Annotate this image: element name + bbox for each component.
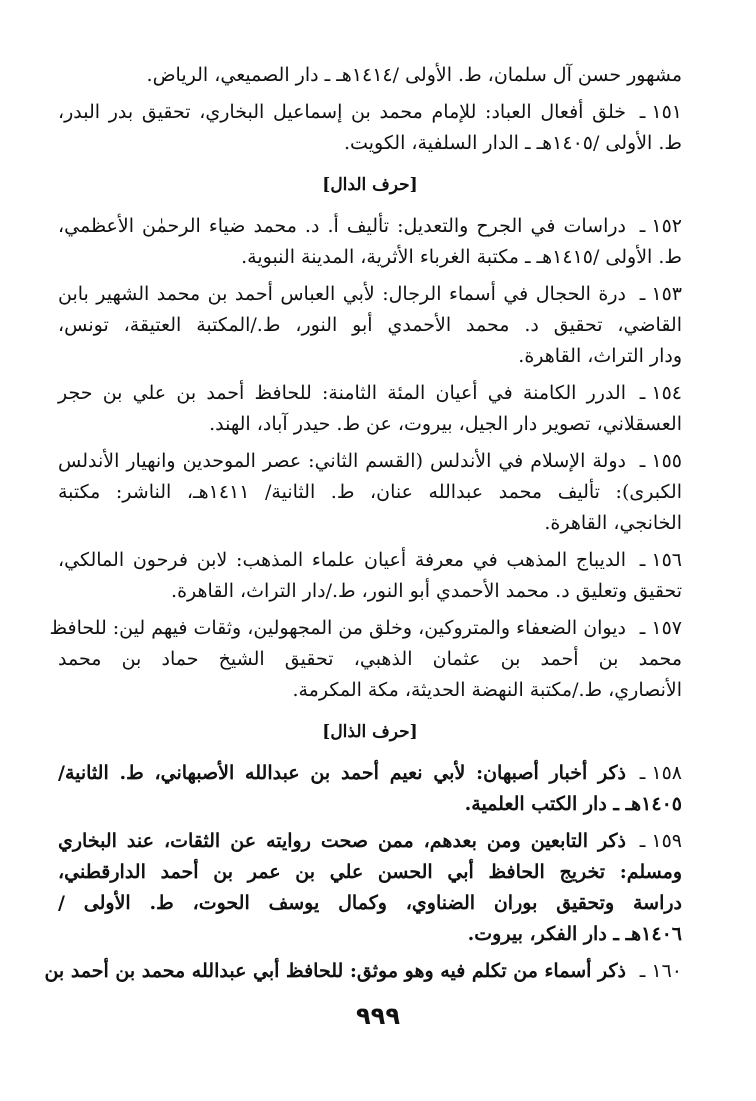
entry-line: الأنصاري، ط./مكتبة النهضة الحديثة، مكة المكرمة. bbox=[292, 679, 682, 701]
entry-line: العسقلاني، تصوير دار الجيل، بيروت، عن ط. حيدر آباد، الهند. bbox=[209, 413, 682, 435]
entry-line: ١٤٠٥هـ ـ دار الكتب العلمية. bbox=[464, 793, 682, 815]
section-heading-dhal bbox=[58, 706, 682, 758]
entry-line: ودار التراث، القاهرة. bbox=[518, 345, 682, 367]
entry-line: ذكر التابعين ومن بعدهم، ممن صحت روايته عن الثقات، عند البخاري bbox=[58, 830, 626, 852]
entry-line: الخانجي، القاهرة. bbox=[544, 512, 682, 534]
entry-line: الكبرى): تأليف محمد عبدالله عنان، ط. الثانية/ ١٤١١هـ، الناشر: مكتبة bbox=[58, 481, 683, 503]
bibliography-entry-155 bbox=[58, 446, 682, 539]
entry-line: دراسة وتحقيق بوران الضناوي، وكمال يوسف الحوت، ط. الأولى / bbox=[58, 892, 682, 914]
entry-line: ط. الأولى /١٤١٥هـ ـ مكتبة الغرباء الأثرية، المدينة النبوية. bbox=[241, 246, 682, 268]
entry-line: الديباج المذهب في معرفة أعيان علماء المذهب: لابن فرحون المالكي، bbox=[58, 549, 626, 571]
entry-line: القاضي، تحقيق د. محمد الأحمدي أبو النور، ط./المكتبة العتيقة، تونس، bbox=[58, 314, 682, 336]
bibliography-entry-152 bbox=[58, 211, 682, 273]
entry-number: ١٦٠ ـ bbox=[639, 960, 682, 982]
bibliography-entry-154 bbox=[58, 378, 682, 440]
entry-line: ديوان الضعفاء والمتروكين، وخلق من المجهولين، وثقات فيهم لين: للحافظ bbox=[49, 617, 626, 639]
entry-line: دولة الإسلام في الأندلس (القسم الثاني: عصر الموحدين وانهيار الأندلس bbox=[58, 450, 626, 472]
page-number: ٩٩٩ bbox=[356, 1002, 400, 1030]
bibliography-entry-160 bbox=[44, 956, 682, 987]
bibliography-entry-151 bbox=[58, 97, 682, 159]
section-heading-dal bbox=[58, 159, 682, 211]
entry-line: درة الحجال في أسماء الرجال: لأبي العباس أحمد بن محمد الشهير بابن bbox=[58, 283, 626, 305]
entry-line: مشهور حسن آل سلمان، ط. الأولى /١٤١٤هـ ـ دار الصميعي، الرياض. bbox=[146, 64, 682, 86]
entry-number: ١٥٥ ـ bbox=[639, 450, 682, 472]
entry-line: ومسلم: تخريج الحافظ أبي الحسن علي بن عمر بن أحمد الدارقطني، bbox=[58, 861, 682, 883]
entry-number: ١٥٩ ـ bbox=[639, 830, 682, 852]
entry-line: تحقيق وتعليق د. محمد الأحمدي أبو النور، ط./دار التراث، القاهرة. bbox=[171, 580, 682, 602]
entry-line: ط. الأولى /١٤٠٥هـ ـ الدار السلفية، الكويت. bbox=[344, 132, 682, 154]
bibliography-entry-159 bbox=[58, 826, 682, 950]
section-heading-label: [حرف الذال] bbox=[322, 722, 418, 742]
entry-continuation bbox=[58, 60, 682, 91]
entry-number: ١٥٦ ـ bbox=[639, 549, 682, 571]
entry-line: خلق أفعال العباد: للإمام محمد بن إسماعيل البخاري، تحقيق بدر البدر، bbox=[58, 101, 626, 123]
section-heading-label: [حرف الدال] bbox=[322, 175, 418, 195]
bibliography-entry-157 bbox=[49, 613, 682, 706]
entry-number: ١٥١ ـ bbox=[639, 101, 682, 123]
bibliography-entry-156 bbox=[58, 545, 682, 607]
entry-number: ١٥٤ ـ bbox=[639, 382, 682, 404]
entry-number: ١٥٣ ـ bbox=[639, 283, 682, 305]
bibliography-page bbox=[44, 60, 683, 987]
entry-number: ١٥٢ ـ bbox=[639, 215, 682, 237]
entry-number: ١٥٧ ـ bbox=[639, 617, 682, 639]
bibliography-entry-158 bbox=[58, 758, 682, 820]
entry-line: ذكر أسماء من تكلم فيه وهو موثق: للحافظ أبي عبدالله محمد بن أحمد بن bbox=[44, 960, 626, 982]
entry-line: دراسات في الجرح والتعديل: تأليف أ. د. محمد ضياء الرحمٰن الأعظمي، bbox=[58, 215, 626, 237]
bibliography-entry-153 bbox=[58, 279, 682, 372]
entry-number: ١٥٨ ـ bbox=[639, 762, 682, 784]
entry-line: ذكر أخبار أصبهان: لأبي نعيم أحمد بن عبدالله الأصبهاني، ط. الثانية/ bbox=[58, 762, 626, 784]
entry-line: الدرر الكامنة في أعيان المئة الثامنة: للحافظ أحمد بن علي بن حجر bbox=[58, 382, 626, 404]
entry-line: محمد بن أحمد بن عثمان الذهبي، تحقيق الشيخ حماد بن محمد bbox=[58, 648, 682, 670]
entry-line: ١٤٠٦هـ ـ دار الفكر، بيروت. bbox=[467, 923, 682, 945]
